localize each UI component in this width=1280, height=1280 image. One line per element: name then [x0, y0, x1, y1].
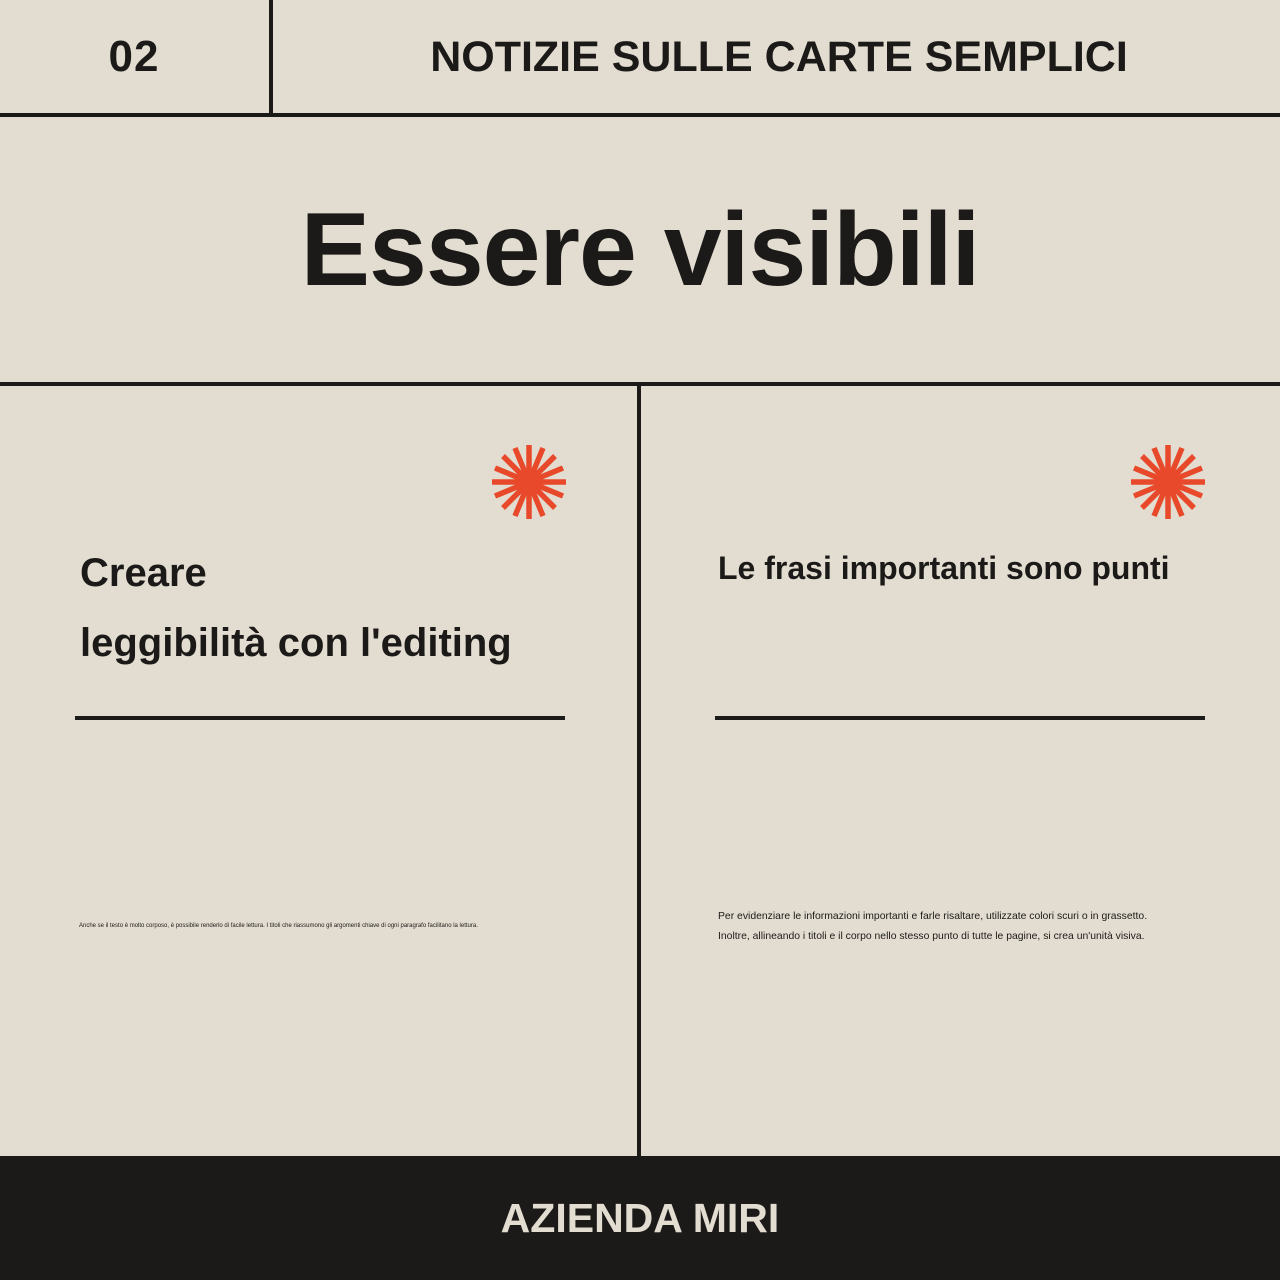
left-rule [75, 716, 565, 720]
column-divider [637, 386, 641, 1156]
right-rule [715, 716, 1205, 720]
left-body-text: Anche se il testo è molto corposo, è possibile renderlo di facile lettura. I titoli che riassumono gli argomenti chiave di ogni paragrafo facilitano la lettura. [79, 923, 478, 929]
left-heading-line1: Creare [80, 551, 207, 595]
header-bar [0, 0, 1280, 116]
issue-number: 02 [108, 32, 160, 81]
header-divider [269, 0, 273, 114]
right-body-line1: Per evidenziare le informazioni importanti e farle risaltare, utilizzate colori scuri o in grassetto. [718, 911, 1148, 922]
left-heading-line2: leggibilità con l'editing [80, 621, 512, 665]
footer-bar [0, 1156, 1280, 1280]
asterisk-burst-icon [491, 444, 567, 520]
right-heading: Le frasi importanti sono punti [718, 550, 1170, 586]
header-title: NOTIZIE SULLE CARTE SEMPLICI [430, 32, 1128, 81]
company-name: AZIENDA MIRI [500, 1194, 780, 1241]
right-body-text [718, 907, 1258, 947]
left-heading [80, 538, 600, 678]
right-body-line2: Inoltre, allineando i titoli e il corpo nello stesso punto di tutte le pagine, si crea un'unità visiva. [718, 931, 1145, 942]
page-title: Essere visibili [300, 192, 980, 308]
asterisk-burst-icon [1130, 444, 1206, 520]
